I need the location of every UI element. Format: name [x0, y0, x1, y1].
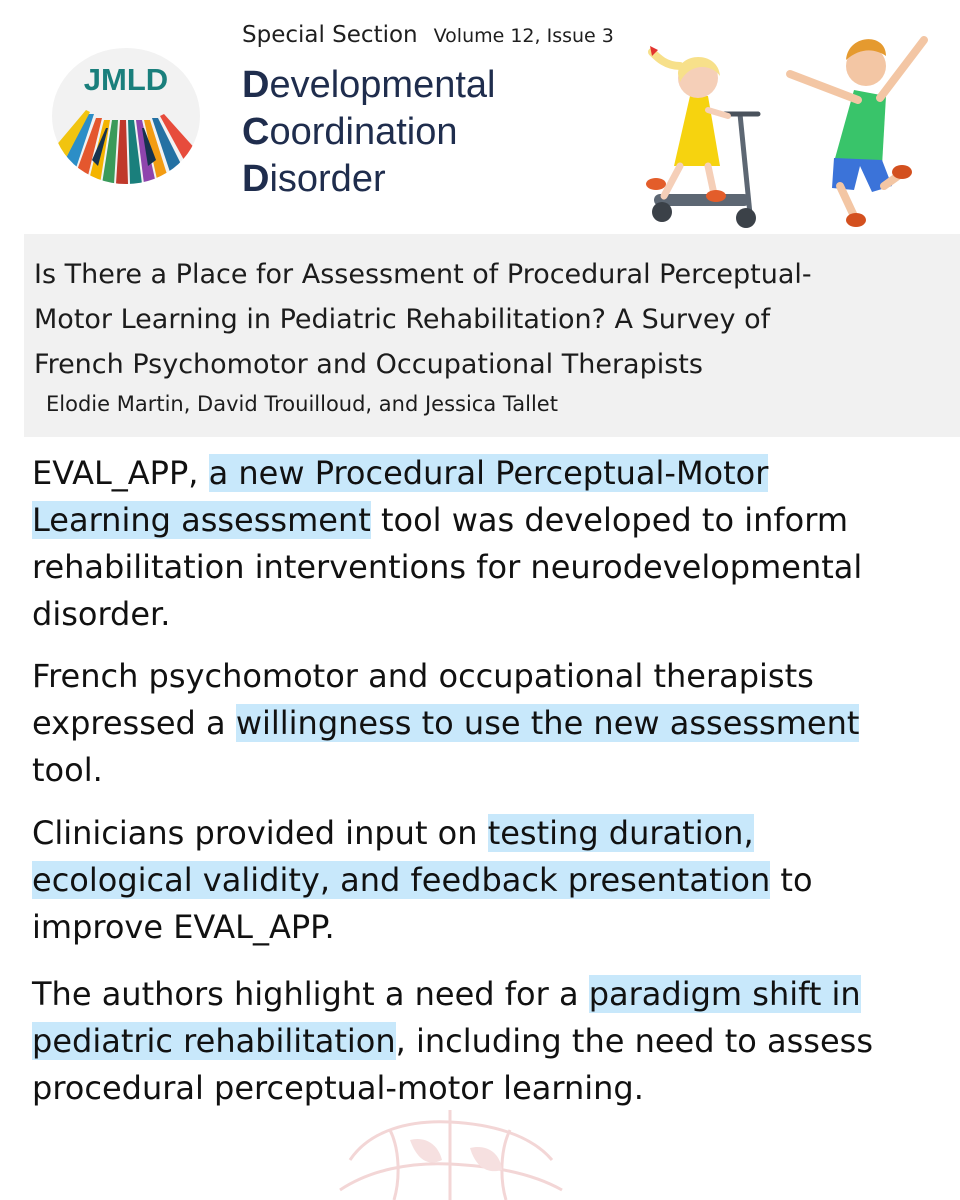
volume-label: Volume 12, Issue 3	[433, 25, 614, 47]
logo-text: JMLD	[83, 62, 169, 97]
text-line	[32, 700, 859, 747]
text-line	[32, 810, 813, 857]
text-line	[32, 857, 813, 904]
text-line	[32, 497, 862, 544]
title-rest: isorder	[269, 158, 386, 200]
journal-title	[242, 62, 572, 203]
article-title-line: Motor Learning in Pediatric Rehabilitation? A Survey of	[34, 304, 771, 335]
boy-jumping	[790, 39, 924, 227]
text-line: rehabilitation interventions for neurodevelopmental	[32, 548, 863, 586]
text-line	[32, 450, 862, 497]
title-initial: D	[242, 158, 270, 200]
globe-watermark-icon	[330, 1100, 570, 1200]
section-line	[242, 22, 614, 48]
jmld-logo	[52, 48, 200, 184]
text-line: French psychomotor and occupational therapists	[32, 657, 814, 695]
title-rest: oordination	[269, 111, 458, 153]
highlighted-text: a new Procedural Perceptual-Motor	[208, 454, 769, 492]
article-title	[34, 252, 954, 387]
text-run: EVAL_APP,	[32, 454, 209, 492]
key-point-3	[32, 810, 813, 951]
title-initial: D	[242, 64, 270, 106]
children-illustration	[628, 26, 938, 232]
article-title-line: French Psychomotor and Occupational Therapists	[34, 349, 703, 380]
title-initial: C	[242, 111, 270, 153]
girl-on-scooter	[646, 46, 758, 228]
article-box	[24, 234, 960, 437]
journal-title-line	[242, 109, 572, 156]
text-line: disorder.	[32, 595, 171, 633]
article-title-line: Is There a Place for Assessment of Procedural Perceptual-	[34, 259, 812, 290]
highlighted-text: pediatric rehabilitation	[32, 1022, 396, 1060]
highlighted-text: ecological validity, and feedback presentation	[32, 861, 771, 899]
key-point-4	[32, 971, 873, 1112]
highlighted-text: paradigm shift in	[588, 975, 861, 1013]
journal-title-line	[242, 62, 572, 109]
section-label: Special Section	[242, 22, 418, 48]
text-run: to	[770, 861, 813, 899]
text-line: tool.	[32, 751, 103, 789]
highlighted-text: testing duration,	[487, 814, 754, 852]
highlighted-text: willingness to use the new assessment	[235, 704, 860, 742]
article-authors: Elodie Martin, David Trouilloud, and Jessica Tallet	[46, 392, 558, 416]
text-run: , including the need to assess	[395, 1022, 873, 1060]
text-run: expressed a	[32, 704, 236, 742]
text-line	[32, 971, 873, 1018]
text-run: tool was developed to inform	[370, 501, 848, 539]
journal-title-line	[242, 156, 572, 203]
title-rest: evelopmental	[269, 64, 496, 106]
text-run: Clinicians provided input on	[32, 814, 488, 852]
key-point-1	[32, 450, 862, 638]
text-line: improve EVAL_APP.	[32, 908, 335, 946]
highlighted-text: Learning assessment	[32, 501, 371, 539]
text-run: The authors highlight a need for a	[32, 975, 589, 1013]
text-line	[32, 1018, 873, 1065]
text-line: procedural perceptual-motor learning.	[32, 1069, 644, 1107]
key-point-2	[32, 653, 859, 794]
